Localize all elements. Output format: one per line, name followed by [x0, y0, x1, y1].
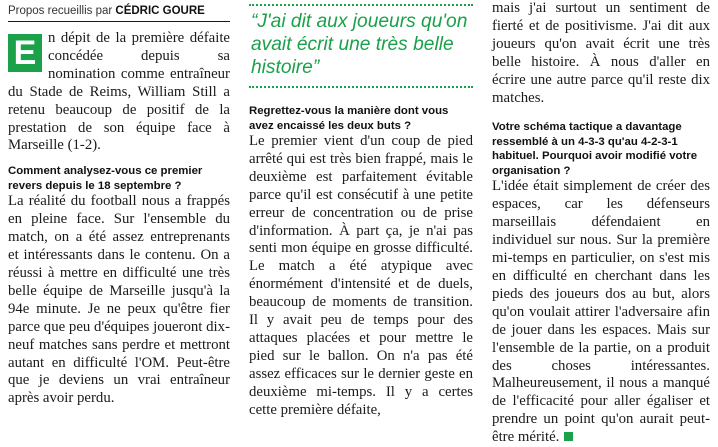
- byline-prefix: Propos recueillis par: [8, 5, 113, 17]
- pull-quote: “J'ai dit aux joueurs qu'on avait écrit une très belle histoire”: [251, 11, 468, 78]
- byline: [8, 3, 230, 19]
- question-3: Votre schéma tactique a davantage ressemblé à un 4-3-3 qu'au 4-2-3-1 habituel. Pourquoi avoir modifié votre organisation ?: [492, 121, 698, 177]
- column-1: [8, 0, 230, 408]
- answer-2-continuation: mais j'ai surtout un sentiment de fierté et de positivisme. J'ai dit aux joueurs qu'on avait écrit une très belle histoire. À nous d'aller en écrire une autre parce qu'il reste dix matches.: [492, 0, 710, 106]
- question-1: Comment analysez-vous ce premier revers depuis le 18 septembre ?: [8, 165, 203, 192]
- intro-text: n dépit de la première défaite concédée depuis sa nomination comme entraîneur du Stade de Reims, William Still a retenu beaucoup de positif de la prestation de son équipe face à Marseille (1-2).: [8, 30, 230, 154]
- byline-author: CÉDRIC GOURE: [115, 5, 205, 17]
- end-mark-icon: [564, 432, 573, 441]
- byline-rule: [8, 21, 230, 22]
- pull-quote-box: [249, 4, 473, 88]
- answer-1: La réalité du football nous a frappés en pleine face. Sur l'ensemble du match, on a été assez entreprenants et intéressants dans le contenu. On a réussi à mettre en difficulté une très belle équipe de Marseille jusqu'à la 94e minute. Je ne peux qu'être fier parce que peu d'équipes joueront dix-neuf matches sans perdre et mettront autant en difficulté l'OM. Peut-être que je deviens un vrai entraîneur après avoir perdu.: [8, 193, 230, 407]
- column-2: [249, 0, 473, 420]
- answer-3-paragraph: [492, 178, 710, 447]
- drop-cap: E: [8, 34, 42, 72]
- answer-3: L'idée était simplement de créer des espaces, car les défenseurs marseillais défendaient en individuel sur nous. Sur la première mi-temps en particulier, on s'est mis en difficulté en cherchant dans les pieds des joueurs dos au but, alors qu'on voulait attirer l'adversaire afin de jouer dans les espaces. Mais sur l'ensemble de la partie, on a produit des choses intéressantes. Malheureusement, il nous a manqué de l'efficacité pour aller égaliser et prendre un point qu'on aurait peut-être mérité.: [492, 178, 710, 446]
- question-2: Regrettez-vous la manière dont vous avez encaissé les deux buts ?: [249, 105, 449, 132]
- column-3: [492, 0, 710, 447]
- intro-paragraph: [8, 30, 230, 155]
- answer-2: Le premier vient d'un coup de pied arrêté qui est très bien frappé, mais le deuxième est parfaitement évitable parce qu'il est consécutif à une petite erreur de concentration ou de prise d'information. À part ça, je n'ai pas senti mon équipe en grosse difficulté. Le match a été atypique avec énormément d'intensité et de duels, beaucoup de moments de transition. Il y avait peu de temps pour des attaques placées et pour mettre le pied sur le ballon. On n'a pas été assez efficaces sur le dernier geste en deuxième mi-temps. Il y a certes cette première défaite,: [249, 133, 473, 418]
